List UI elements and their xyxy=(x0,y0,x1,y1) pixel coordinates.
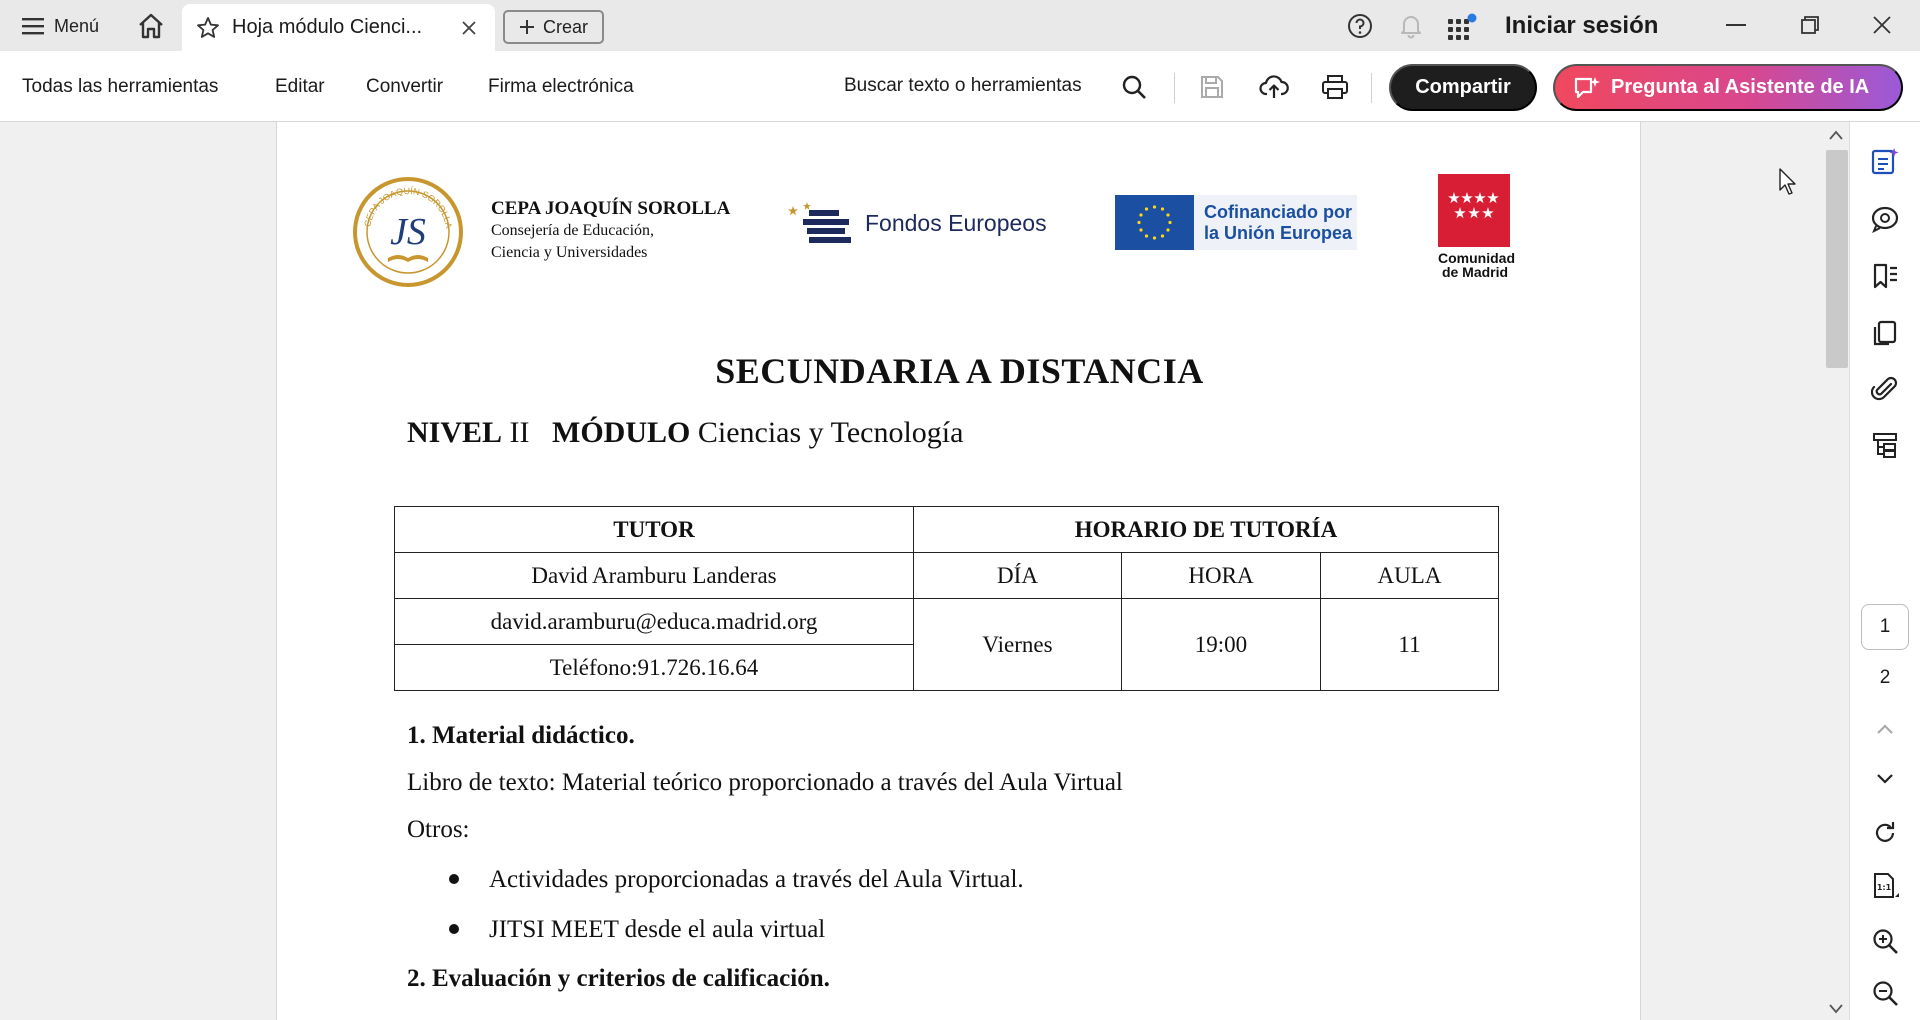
document-title: SECUNDARIA A DISTANCIA xyxy=(715,351,1204,391)
menu-button[interactable] xyxy=(14,9,107,43)
all-tools-menu[interactable]: Todas las herramientas xyxy=(22,76,219,97)
ai-assistant-label: Pregunta al Asistente de IA xyxy=(1611,76,1870,98)
tutor-email: david.aramburu@educa.madrid.org xyxy=(395,599,914,645)
col-dia-header: DÍA xyxy=(914,553,1122,599)
apps-grid-icon xyxy=(1447,13,1477,41)
save-button[interactable] xyxy=(1195,70,1229,104)
horario-header: HORARIO DE TUTORÍA xyxy=(914,507,1499,553)
eu-flag-icon xyxy=(1115,195,1194,250)
tutor-name: David Aramburu Landeras xyxy=(395,553,914,599)
svg-text:★: ★ xyxy=(1486,189,1500,207)
pages-button[interactable] xyxy=(1868,316,1902,350)
notifications-button[interactable] xyxy=(1398,13,1424,44)
esign-menu[interactable]: Firma electrónica xyxy=(488,76,634,97)
scroll-up-arrow-icon[interactable] xyxy=(1829,130,1843,140)
tutor-phone: Teléfono:91.726.16.64 xyxy=(395,645,914,691)
chat-bubble-icon xyxy=(1870,205,1900,233)
convert-menu[interactable]: Convertir xyxy=(366,76,444,97)
svg-text:★: ★ xyxy=(1447,189,1461,207)
menu-label: Menú xyxy=(54,15,100,36)
zoom-out-icon xyxy=(1871,979,1899,1007)
svg-text:★: ★ xyxy=(1460,189,1474,207)
bullet-icon xyxy=(449,924,459,934)
document-tab[interactable] xyxy=(182,4,495,51)
total-pages: 2 xyxy=(1879,667,1891,688)
main-toolbar xyxy=(0,51,1920,122)
apps-button[interactable] xyxy=(1447,13,1477,46)
zoom-in-icon xyxy=(1871,927,1899,955)
hora-value: 19:00 xyxy=(1122,599,1321,691)
edit-menu[interactable]: Editar xyxy=(275,76,325,97)
restore-button[interactable] xyxy=(1790,10,1830,40)
svg-text:★: ★ xyxy=(1467,204,1481,222)
page-fit-button[interactable] xyxy=(1868,869,1902,903)
save-icon xyxy=(1199,74,1225,100)
tab-title: Hoja módulo Cienci... xyxy=(232,16,423,38)
libro-texto-line: Libro de texto: Material teórico proporcionado a través del Aula Virtual xyxy=(407,769,1123,796)
bookmarks-button[interactable] xyxy=(1868,259,1902,293)
minimize-icon xyxy=(1726,23,1746,27)
modulo-label: MÓDULO xyxy=(552,416,691,449)
structure-tree-button[interactable] xyxy=(1868,428,1902,462)
tree-structure-icon xyxy=(1871,431,1899,459)
search-button[interactable] xyxy=(1117,70,1151,104)
svg-text:1:1: 1:1 xyxy=(1876,883,1892,892)
scrollbar-thumb[interactable] xyxy=(1826,150,1848,368)
nivel-label: NIVEL xyxy=(407,416,503,449)
help-button[interactable] xyxy=(1347,13,1373,44)
cepa-logo-initials: JS xyxy=(390,211,426,253)
pdf-page xyxy=(276,122,1641,1020)
help-icon xyxy=(1347,13,1373,39)
search-tools-field[interactable]: Buscar texto o herramientas xyxy=(844,75,1082,96)
chevron-up-icon xyxy=(1876,723,1894,735)
fondos-europeos-logo xyxy=(787,200,1047,246)
mouse-cursor-icon xyxy=(1779,168,1799,196)
vertical-scrollbar[interactable] xyxy=(1820,122,1849,1020)
rotate-icon xyxy=(1871,819,1899,847)
madrid-line-2: de Madrid xyxy=(1441,264,1509,280)
close-window-button[interactable] xyxy=(1862,10,1902,40)
rotate-button[interactable] xyxy=(1868,816,1902,850)
zoom-in-button[interactable] xyxy=(1868,924,1902,958)
dia-value: Viernes xyxy=(914,599,1122,691)
previous-page-button[interactable] xyxy=(1868,712,1902,746)
upload-button[interactable] xyxy=(1257,70,1291,104)
nivel-value: II xyxy=(509,416,530,449)
sign-in-link[interactable]: Iniciar sesión xyxy=(1505,12,1659,39)
tutor-header: TUTOR xyxy=(395,507,914,553)
fondos-europeos-label: Fondos Europeos xyxy=(865,209,1047,236)
document-viewer[interactable] xyxy=(0,122,1849,1020)
ai-assistant-button[interactable] xyxy=(1553,64,1903,111)
create-button[interactable] xyxy=(503,10,604,44)
hamburger-icon xyxy=(22,17,44,35)
current-page-field[interactable]: 1 xyxy=(1861,604,1909,650)
scroll-down-arrow-icon[interactable] xyxy=(1829,1004,1843,1014)
home-icon xyxy=(137,13,165,39)
bookmark-icon xyxy=(1871,262,1899,290)
ai-assistant-icon xyxy=(1573,75,1601,101)
right-tool-rail xyxy=(1849,122,1920,1020)
toolbar-divider xyxy=(1174,73,1175,103)
otros-line: Otros: xyxy=(407,816,470,843)
svg-text:★: ★ xyxy=(1481,204,1495,222)
chevron-down-icon xyxy=(1876,773,1894,785)
eu-cofinanced-text xyxy=(1194,202,1352,244)
close-window-icon xyxy=(1873,16,1891,34)
madrid-line-1: Comunidad xyxy=(1438,250,1515,266)
comment-panel-button[interactable] xyxy=(1868,144,1902,178)
section-1-heading: 1. Material didáctico. xyxy=(407,722,635,749)
bell-icon xyxy=(1398,13,1424,39)
print-icon xyxy=(1321,74,1349,100)
cepa-subtitle-1: Consejería de Educación, xyxy=(491,222,655,239)
col-aula-header: AULA xyxy=(1321,553,1499,599)
list-item: Actividades proporcionadas a través del Aula Virtual. xyxy=(449,866,1024,894)
eu-cofinanced-logo xyxy=(1115,195,1357,250)
home-button[interactable] xyxy=(131,9,171,43)
tutor-table xyxy=(394,506,1499,691)
next-page-button[interactable] xyxy=(1868,762,1902,796)
plus-icon xyxy=(519,19,535,35)
cepa-name: CEPA JOAQUÍN SOROLLA xyxy=(491,198,731,219)
star-icon[interactable] xyxy=(196,16,220,40)
madrid-label xyxy=(1438,250,1515,280)
attachments-button[interactable] xyxy=(1868,372,1902,406)
modulo-value: Ciencias y Tecnología xyxy=(697,416,964,449)
eu-line-2: la Unión Europea xyxy=(1204,222,1353,243)
cepa-logo-ring-text: CEPA JOAQUÍN SOROLLA xyxy=(362,185,454,229)
eu-line-1: Cofinanciado por xyxy=(1204,201,1352,222)
col-hora-header: HORA xyxy=(1122,553,1321,599)
minimize-button[interactable] xyxy=(1716,10,1756,40)
cepa-heading xyxy=(491,198,730,264)
paperclip-icon xyxy=(1871,375,1899,403)
cepa-subtitle-2: Ciencia y Universidades xyxy=(491,244,648,261)
cepa-logo xyxy=(352,176,464,288)
section-2-heading: 2. Evaluación y criterios de calificación. xyxy=(407,965,830,992)
pages-icon xyxy=(1871,319,1899,347)
share-button[interactable]: Compartir xyxy=(1389,64,1537,111)
bullet-icon xyxy=(449,874,459,884)
zoom-out-button[interactable] xyxy=(1868,976,1902,1010)
chat-assistant-button[interactable] xyxy=(1868,202,1902,236)
nivel-modulo-line xyxy=(407,416,963,450)
svg-text:★: ★ xyxy=(1453,204,1467,222)
madrid-flag-icon xyxy=(1438,174,1510,247)
search-icon xyxy=(1121,74,1147,100)
fit-page-icon xyxy=(1870,871,1900,901)
create-label: Crear xyxy=(542,16,588,37)
close-tab-button[interactable] xyxy=(457,16,481,40)
title-tab-bar xyxy=(0,0,1920,51)
comunidad-madrid-logo xyxy=(1438,174,1515,280)
cloud-upload-icon xyxy=(1259,74,1289,100)
aula-value: 11 xyxy=(1321,599,1499,691)
close-icon xyxy=(462,21,476,35)
list-item: JITSI MEET desde el aula virtual xyxy=(449,916,825,944)
restore-icon xyxy=(1800,15,1820,35)
fondos-europeos-icon xyxy=(787,200,855,246)
edit-document-ai-icon xyxy=(1870,146,1900,176)
toolbar-divider xyxy=(1371,73,1372,103)
print-button[interactable] xyxy=(1318,70,1352,104)
svg-text:★: ★ xyxy=(1473,189,1487,207)
